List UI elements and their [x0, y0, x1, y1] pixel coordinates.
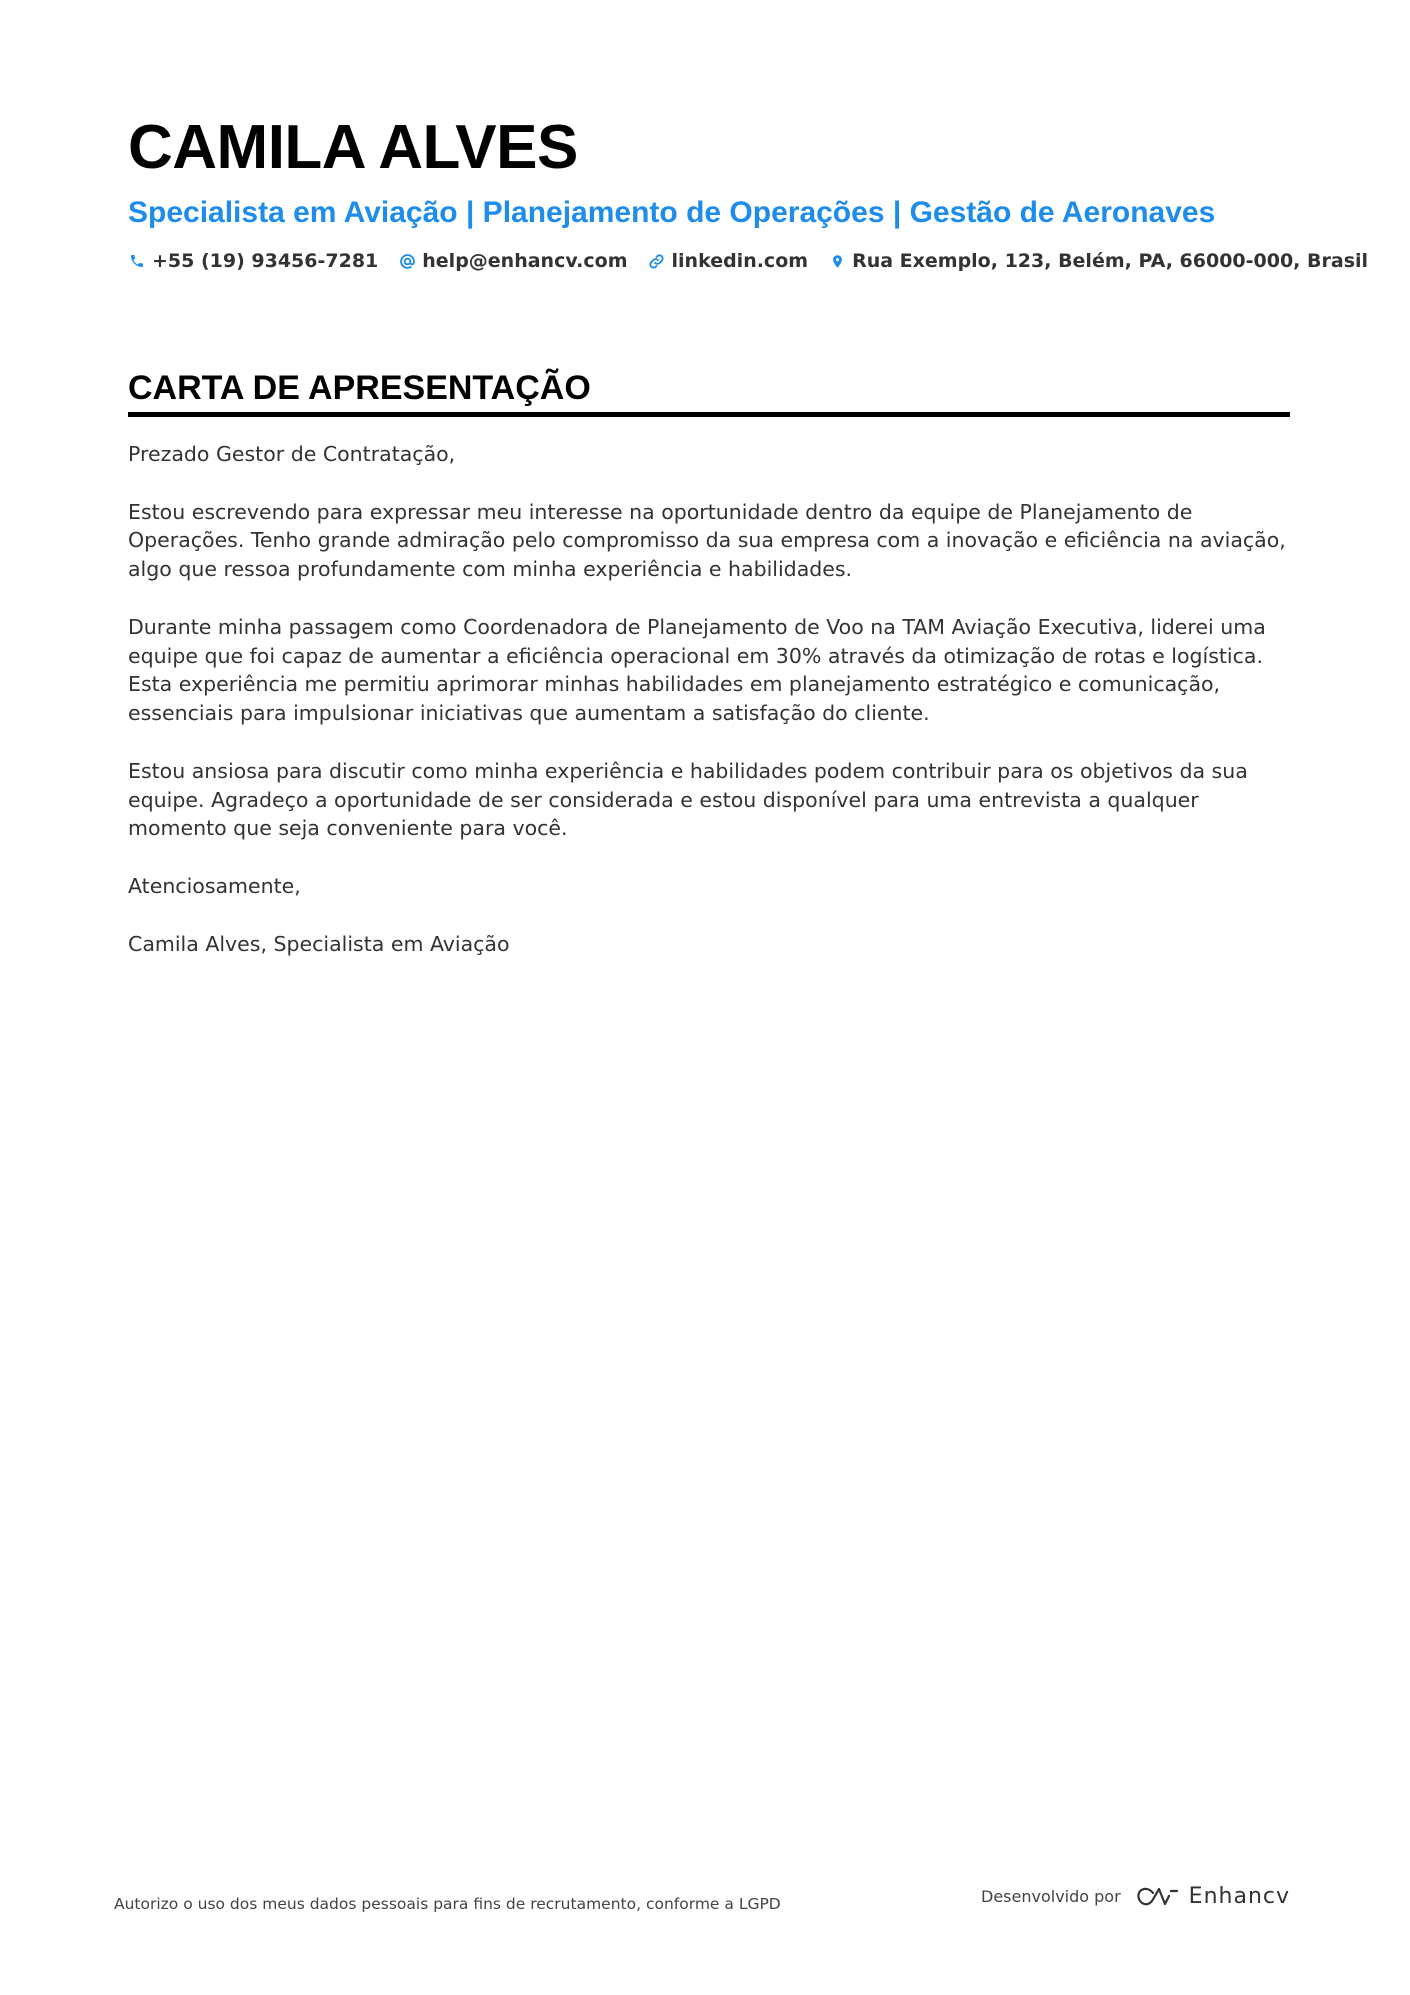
- candidate-headline: Specialista em Aviação | Planejamento de Operações | Gestão de Aeronaves: [128, 196, 1216, 229]
- powered-by[interactable]: [981, 1884, 1290, 1909]
- contact-phone-text: +55 (19) 93456-7281: [152, 250, 379, 272]
- contact-linkedin-text: linkedin.com: [671, 250, 809, 272]
- phone-icon: [128, 252, 146, 270]
- link-icon: [648, 252, 666, 270]
- letter-paragraph: Durante minha passagem como Coordenadora de Planejamento de Voo na TAM Aviação Executiva, liderei uma equipe que foi capaz de aumentar a eficiência operacional em 30% através da otimização de rotas e logística. Esta experiência me permitiu aprimorar minhas habilidades em planejamento estratégico e comunicação, essenciais para impulsionar iniciativas que aumentam a satisfação do cliente.: [128, 614, 1266, 726]
- letter-greeting: Prezado Gestor de Contratação,: [128, 442, 456, 466]
- header: [128, 108, 1369, 272]
- contact-bar: [128, 250, 1369, 272]
- letter-paragraph: Estou escrevendo para expressar meu interesse na oportunidade dentro da equipe de Planejamento de Operações. Tenho grande admiração pelo compromisso da sua empresa com a inovação e eficiência na aviação, algo que ressoa profundamente com minha experiência e habilidades.: [128, 499, 1286, 582]
- contact-address: [828, 250, 1368, 272]
- letter-closing: Atenciosamente,: [128, 873, 301, 898]
- location-pin-icon: [828, 252, 846, 270]
- brand-name: Enhancv: [1188, 1884, 1290, 1909]
- at-sign-icon: [398, 252, 416, 270]
- section-title: CARTA DE APRESENTAÇÃO: [128, 366, 1290, 417]
- contact-phone: [128, 250, 378, 272]
- enhancv-logo-icon: [1133, 1885, 1181, 1909]
- consent-note: Autorizo o uso dos meus dados pessoais para fins de recrutamento, conforme a LGPD: [114, 1895, 781, 1913]
- contact-email[interactable]: [398, 250, 627, 272]
- candidate-name: CAMILA ALVES: [128, 113, 578, 182]
- contact-linkedin[interactable]: [648, 250, 809, 272]
- letter-signature: Camila Alves, Specialista em Aviação: [128, 931, 510, 956]
- letter-body: [128, 440, 1293, 987]
- contact-address-text: Rua Exemplo, 123, Belém, PA, 66000-000, Brasil: [852, 250, 1369, 272]
- letter-paragraph: Estou ansiosa para discutir como minha experiência e habilidades podem contribuir para os objetivos da sua equipe. Agradeço a oportunidade de ser considerada e estou disponível para uma entrevista a qualquer momento que seja conveniente para você.: [128, 758, 1248, 841]
- contact-email-text: help@enhancv.com: [422, 250, 628, 272]
- powered-by-label: Desenvolvido por: [981, 1887, 1121, 1906]
